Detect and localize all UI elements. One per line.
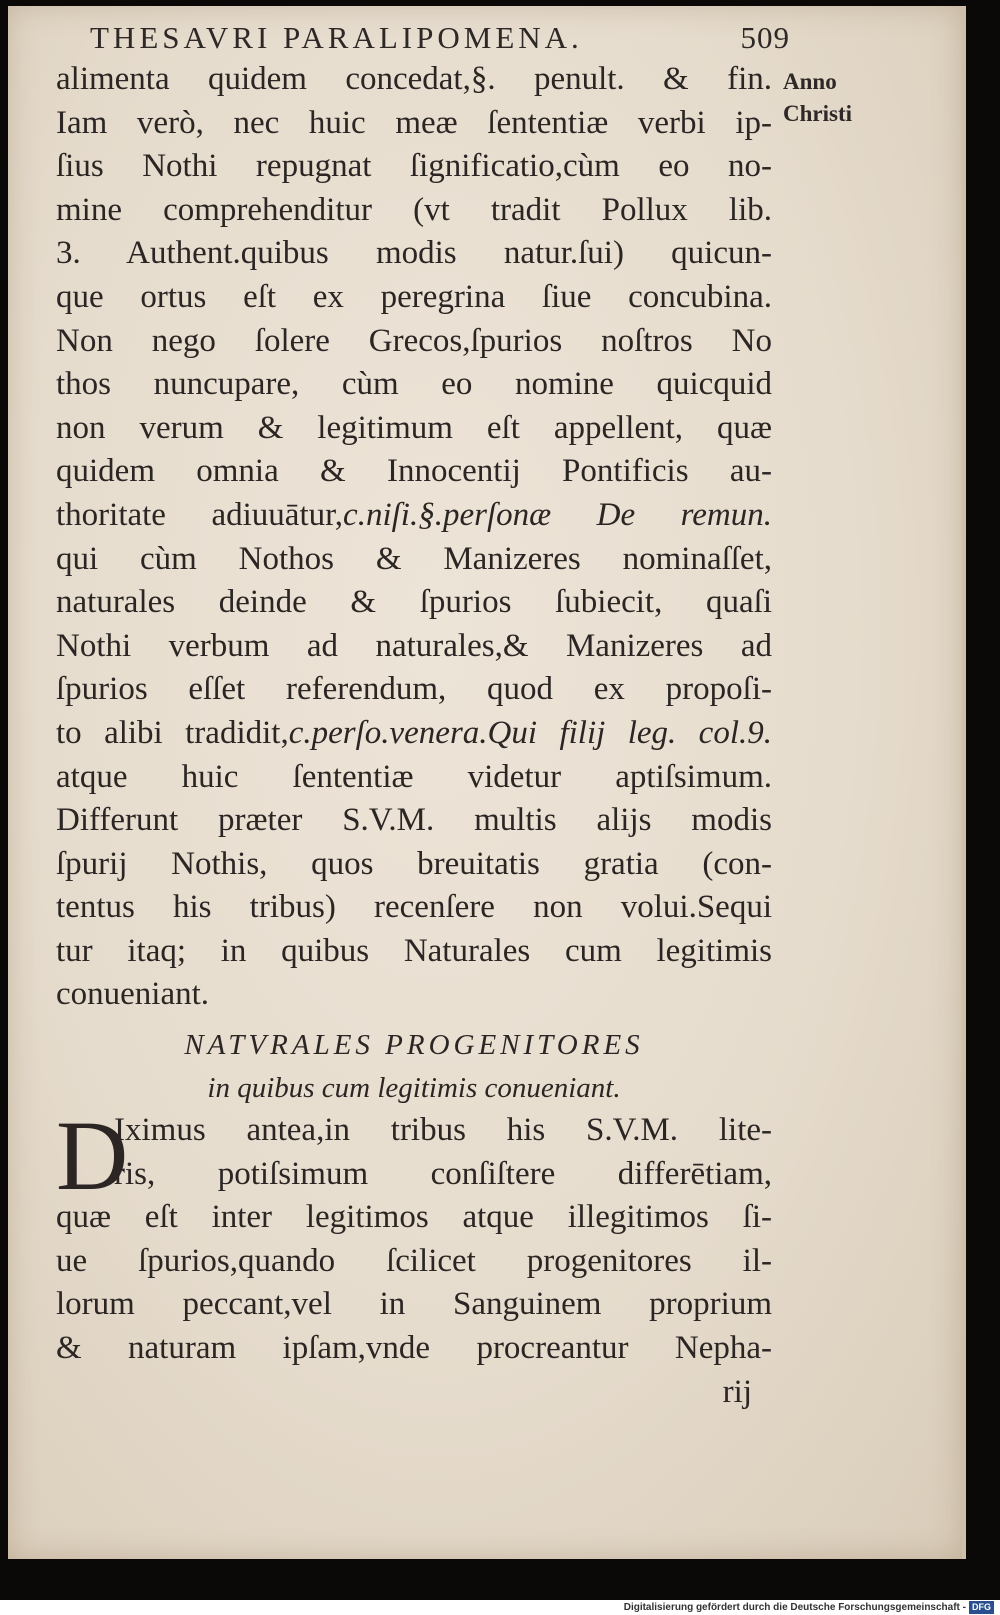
catchword: rij xyxy=(722,1373,752,1410)
text-line: alimenta quidem concedat,§. penult. & fin. xyxy=(56,61,772,97)
text-span: thoritate adiuuātur, xyxy=(56,496,344,533)
text-line: ſpurios eſſet referendum, quod ex propoſi- xyxy=(56,671,772,708)
dfg-logo: DFG xyxy=(969,1601,994,1614)
text-line: quæ eſt inter legitimos atque illegitimos ſi- xyxy=(56,1199,772,1236)
text-line: naturales deinde & ſpurios ſubiecit, quaſi xyxy=(56,584,772,621)
book-page xyxy=(8,6,966,1559)
text-line: lorum peccant,vel in Sanguinem proprium xyxy=(56,1286,772,1323)
text-line: Iximus antea,in tribus his S.V.M. lite- xyxy=(114,1112,772,1149)
text-line: conueniant. xyxy=(56,976,210,1013)
text-line: qui cùm Nothos & Manizeres nominaſſet, xyxy=(56,540,772,577)
text-line-with-reference xyxy=(56,712,772,756)
footer-text: Digitalisierung gefördert durch die Deutsche Forschungsgemeinschaft - xyxy=(623,1602,966,1613)
text-line: & naturam ipſam,vnde procreantur Nepha- xyxy=(56,1330,772,1367)
text-line: ue ſpurios,quando ſcilicet progenitores il- xyxy=(56,1242,772,1279)
section-heading: NATVRALES PROGENITORES xyxy=(184,1029,644,1062)
text-line: tentus his tribus) recenſere non volui.Sequi xyxy=(56,889,772,926)
dropcap-paragraph xyxy=(56,1100,772,1212)
text-line: tur itaq; in quibus Naturales cum legitimis xyxy=(56,932,772,969)
margin-note-line: Christi xyxy=(783,101,852,126)
section-subheading: in quibus cum legitimis conueniant. xyxy=(207,1072,621,1105)
text-line: Differunt præter S.V.M. multis alijs modis xyxy=(56,802,772,839)
text-line: thos nuncupare, cùm eo nomine quicquid xyxy=(56,366,772,403)
text-line: atque huic ſententiæ videtur aptiſsimum. xyxy=(56,758,772,795)
legal-reference: c.niſi.§.perſonæ De remun. xyxy=(343,496,772,533)
text-line: Nothi verbum ad naturales,& Manizeres ad xyxy=(56,627,772,664)
drop-cap: D xyxy=(56,1100,129,1212)
running-header xyxy=(90,20,790,56)
text-line: quidem omnia & Innocentij Pontificis au- xyxy=(56,453,772,490)
text-line: Non nego ſolere Grecos,ſpurios noſtros No xyxy=(56,322,772,359)
margin-note-line: Anno xyxy=(783,69,837,94)
text-span: to alibi tradidit, xyxy=(56,714,289,751)
text-line: 3. Authent.quibus modis natur.ſui) quicun- xyxy=(56,235,772,272)
text-line: ris, potiſsimum conſiſtere differētiam, xyxy=(114,1155,772,1192)
text-line-with-reference xyxy=(56,494,772,538)
text-line: que ortus eſt ex peregrina ſiue concubina. xyxy=(56,278,772,315)
text-line: ſius Nothi repugnat ſignificatio,cùm eo no- xyxy=(56,148,772,185)
main-text xyxy=(56,58,772,1414)
running-title: THESAVRI PARALIPOMENA. xyxy=(90,20,583,55)
page-number: 509 xyxy=(740,20,790,55)
text-line: Iam verò, nec huic meæ ſententiæ verbi ip- xyxy=(56,104,772,141)
margin-note xyxy=(783,66,852,130)
text-line: ſpurij Nothis, quos breuitatis gratia (con- xyxy=(56,845,772,882)
digitization-footer xyxy=(624,1601,994,1614)
text-line: non verum & legitimum eſt appellent, quæ xyxy=(56,409,772,446)
text-line: mine comprehenditur (vt tradit Pollux lib. xyxy=(56,191,772,228)
legal-reference: c.perſo.venera.Qui filij leg. col.9. xyxy=(288,714,772,751)
